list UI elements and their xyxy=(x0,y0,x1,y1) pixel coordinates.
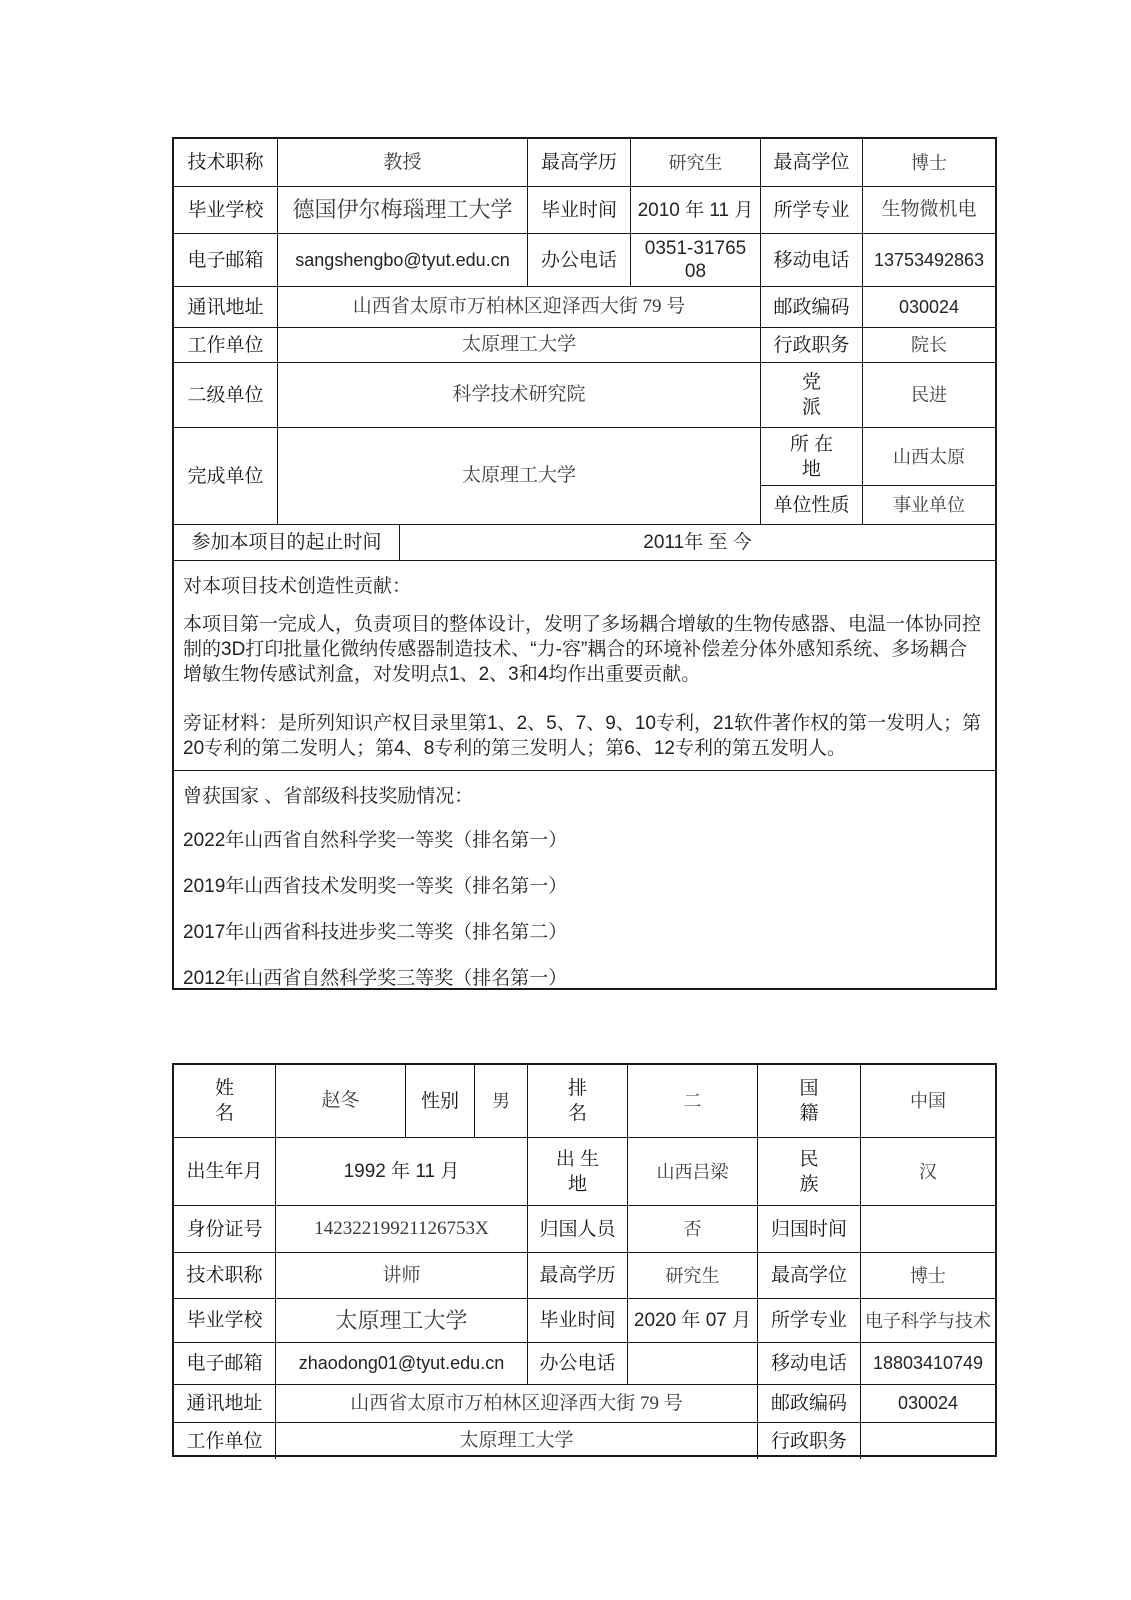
admin-position-label: 行政职务 xyxy=(757,1423,860,1459)
mailing-address-label: 通讯地址 xyxy=(186,1393,263,1414)
highest-degree-label: 最高学位 xyxy=(760,139,862,186)
gender-label: 性别 xyxy=(405,1065,474,1137)
completion-unit-label: 完成单位 xyxy=(187,465,264,487)
table-row xyxy=(174,560,995,770)
location-label: 所 在 地 xyxy=(760,428,862,485)
highest-degree-value: 博士 xyxy=(862,139,995,186)
rank-value: 二 xyxy=(627,1065,757,1137)
member1-info-table xyxy=(172,137,997,990)
project-duration-label: 参加本项目的起止时间 xyxy=(191,532,382,553)
email-label: 电子邮箱 xyxy=(187,249,264,271)
admin-position-value: 院长 xyxy=(862,328,995,362)
admin-position-label: 行政职务 xyxy=(760,328,862,362)
work-unit-value: 太原理工大学 xyxy=(275,1423,757,1459)
office-phone-label: 办公电话 xyxy=(527,1343,627,1384)
office-phone-value xyxy=(627,1343,757,1384)
tech-title-label: 技术职称 xyxy=(187,152,264,173)
major-label: 所学专业 xyxy=(757,1299,860,1342)
birth-date-label: 出生年月 xyxy=(186,1161,263,1182)
mailing-address-label: 通讯地址 xyxy=(187,296,264,318)
office-phone-label: 办公电话 xyxy=(527,234,630,286)
location-value: 山西太原 xyxy=(862,428,995,485)
ethnicity-value: 汉 xyxy=(860,1138,995,1205)
graduate-school-value: 德国伊尔梅瑙理工大学 xyxy=(277,187,527,233)
tech-title-value: 教授 xyxy=(277,139,527,186)
unit-type-label: 单位性质 xyxy=(760,486,862,524)
postal-code-label: 邮政编码 xyxy=(757,1385,860,1422)
table-subrow xyxy=(760,428,995,485)
tech-title-label: 技术职称 xyxy=(186,1265,263,1286)
table-row xyxy=(174,1422,995,1459)
graduate-school-value: 太原理工大学 xyxy=(275,1299,527,1342)
table-subrow xyxy=(760,485,995,524)
highest-education-value: 研究生 xyxy=(630,139,760,186)
table-row xyxy=(174,186,995,233)
highest-degree-label: 最高学位 xyxy=(757,1253,860,1298)
table-row xyxy=(174,1205,995,1252)
postal-code-value: 030024 xyxy=(862,287,995,327)
highest-education-label: 最高学历 xyxy=(527,1253,627,1298)
major-value: 电子科学与技术 xyxy=(860,1299,995,1342)
highest-degree-value: 博士 xyxy=(860,1253,995,1298)
highest-education-value: 研究生 xyxy=(627,1253,757,1298)
contribution-evidence: 旁证材料：是所列知识产权目录里第1、2、5、7、9、10专利，21软件著作权的第一发明人；第20专利的第二发明人；第4、8专利的第三发明人；第6、12专利的第五发明人。 xyxy=(183,713,982,759)
nationality-label: 国 籍 xyxy=(757,1065,860,1137)
award-item: 2019年山西省技术发明奖一等奖（排名第一） xyxy=(183,876,568,897)
award-item: 2017年山西省科技进步奖二等奖（排名第二） xyxy=(183,922,568,943)
work-unit-label: 工作单位 xyxy=(186,1430,263,1452)
table-row xyxy=(174,1342,995,1384)
mobile-phone-value: 18803410749 xyxy=(860,1343,995,1384)
mailing-address-value: 山西省太原市万柏林区迎泽西大街 79 号 xyxy=(275,1385,757,1422)
table-row xyxy=(174,524,995,560)
graduate-school-label: 毕业学校 xyxy=(186,1310,263,1331)
name-value: 赵冬 xyxy=(275,1065,405,1137)
secondary-unit-value: 科学技术研究院 xyxy=(277,363,760,427)
table-row xyxy=(174,1298,995,1342)
name-label: 姓 名 xyxy=(214,1078,234,1124)
party-value: 民进 xyxy=(862,363,995,427)
work-unit-value: 太原理工大学 xyxy=(277,328,760,362)
id-number-value: 14232219921126753X xyxy=(275,1206,527,1252)
admin-position-value xyxy=(860,1423,995,1459)
postal-code-label: 邮政编码 xyxy=(760,287,862,327)
graduate-school-label: 毕业学校 xyxy=(187,199,264,221)
table-row xyxy=(174,1384,995,1422)
member2-info-table xyxy=(172,1063,997,1457)
returnee-value: 否 xyxy=(627,1206,757,1252)
table-row xyxy=(174,362,995,427)
gender-value: 男 xyxy=(474,1065,527,1137)
tech-title-value: 讲师 xyxy=(275,1253,527,1298)
work-unit-label: 工作单位 xyxy=(187,334,264,356)
table-row xyxy=(174,770,995,992)
birth-date-value: 1992 年 11 月 xyxy=(275,1138,527,1205)
mailing-address-value: 山西省太原市万柏林区迎泽西大街 79 号 xyxy=(277,287,760,327)
returnee-label: 归国人员 xyxy=(527,1206,627,1252)
table-row xyxy=(174,1137,995,1205)
party-label: 党 派 xyxy=(760,363,862,427)
email-value: zhaodong01@tyut.edu.cn xyxy=(275,1343,527,1384)
table-row xyxy=(174,286,995,327)
birth-place-value: 山西吕梁 xyxy=(627,1138,757,1205)
major-value: 生物微机电 xyxy=(862,187,995,233)
award-item: 2012年山西省自然科学奖三等奖（排名第一） xyxy=(183,968,568,989)
ethnicity-label: 民 族 xyxy=(757,1138,860,1205)
contribution-paragraph: 本项目第一完成人，负责项目的整体设计，发明了多场耦合增敏的生物传感器、电温一体协同控制的3D打印批量化微纳传感器制造技术、“力-容”耦合的环境补偿差分体外感知系统、多场耦合增敏生物传感试剂盒，对发明点1、2、3和4均作出重要贡献。 xyxy=(183,614,982,685)
awards-heading: 曾获国家 、省部级科技奖励情况： xyxy=(183,786,474,807)
graduation-time-value: 2010 年 11 月 xyxy=(630,187,760,233)
return-time-label: 归国时间 xyxy=(757,1206,860,1252)
table-row xyxy=(174,1065,995,1137)
birth-place-label: 出 生 地 xyxy=(527,1138,627,1205)
graduation-time-label: 毕业时间 xyxy=(527,187,630,233)
table-row xyxy=(174,427,995,524)
return-time-value xyxy=(860,1206,995,1252)
email-value: sangshengbo@tyut.edu.cn xyxy=(277,234,527,286)
contribution-section xyxy=(174,561,995,770)
highest-education-label: 最高学历 xyxy=(527,139,630,186)
contribution-heading: 对本项目技术创造性贡献： xyxy=(183,576,412,597)
table-row xyxy=(174,233,995,286)
id-number-label: 身份证号 xyxy=(186,1218,263,1240)
project-duration-value: 2011年 至 今 xyxy=(399,525,995,560)
awards-section xyxy=(174,771,995,992)
table-row xyxy=(174,139,995,186)
graduation-time-value: 2020 年 07 月 xyxy=(627,1299,757,1342)
completion-unit-subgrid xyxy=(760,428,995,524)
unit-type-value: 事业单位 xyxy=(862,486,995,524)
secondary-unit-label: 二级单位 xyxy=(187,384,264,406)
major-label: 所学专业 xyxy=(760,187,862,233)
table-row xyxy=(174,1252,995,1298)
award-item: 2022年山西省自然科学奖一等奖（排名第一） xyxy=(183,830,568,851)
email-label: 电子邮箱 xyxy=(186,1353,263,1374)
mobile-phone-label: 移动电话 xyxy=(757,1343,860,1384)
mobile-phone-value: 13753492863 xyxy=(862,234,995,286)
mobile-phone-label: 移动电话 xyxy=(760,234,862,286)
table-row xyxy=(174,327,995,362)
office-phone-value: 0351-3176508 xyxy=(630,234,760,286)
postal-code-value: 030024 xyxy=(860,1385,995,1422)
nationality-value: 中国 xyxy=(860,1065,995,1137)
rank-label: 排 名 xyxy=(527,1065,627,1137)
graduation-time-label: 毕业时间 xyxy=(527,1299,627,1342)
completion-unit-value: 太原理工大学 xyxy=(277,428,760,524)
